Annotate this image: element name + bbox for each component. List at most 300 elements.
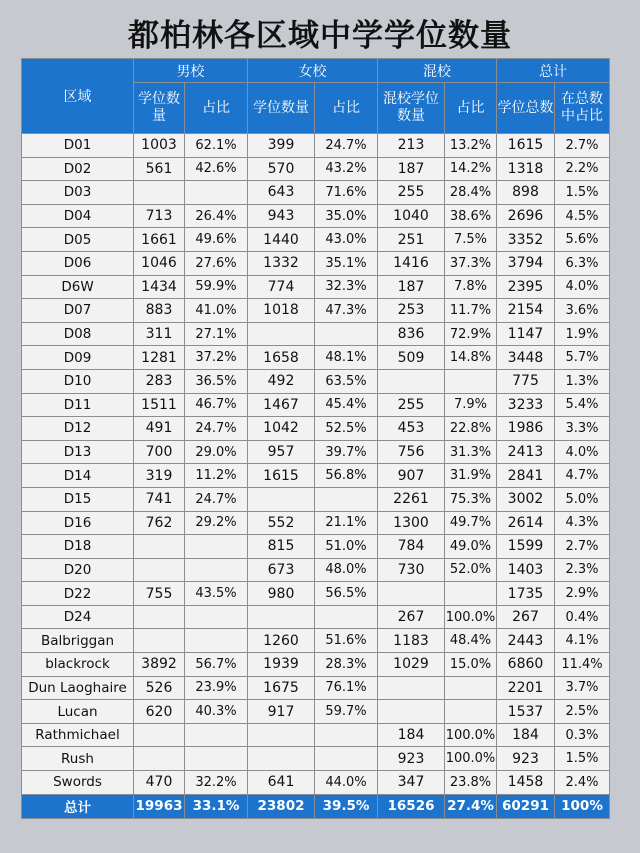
region-cell: D04 bbox=[22, 204, 134, 228]
percent-cell: 71.6% bbox=[315, 181, 378, 205]
percent-cell: 27.4% bbox=[445, 794, 497, 818]
percent-cell: 4.0% bbox=[555, 275, 610, 299]
table-row bbox=[22, 228, 610, 252]
header-region: 区域 bbox=[22, 59, 134, 134]
count-cell: 815 bbox=[248, 535, 315, 559]
percent-cell bbox=[315, 747, 378, 771]
region-cell: Dun Laoghaire bbox=[22, 676, 134, 700]
percent-cell: 2.4% bbox=[555, 771, 610, 795]
count-cell: 1281 bbox=[134, 346, 185, 370]
percent-cell: 6.3% bbox=[555, 251, 610, 275]
percent-cell: 56.7% bbox=[185, 653, 248, 677]
percent-cell: 1.5% bbox=[555, 747, 610, 771]
count-cell bbox=[134, 181, 185, 205]
percent-cell: 59.9% bbox=[185, 275, 248, 299]
count-cell: 775 bbox=[497, 369, 555, 393]
percent-cell: 59.7% bbox=[315, 700, 378, 724]
region-cell: D03 bbox=[22, 181, 134, 205]
table-body bbox=[22, 134, 610, 819]
count-cell: 957 bbox=[248, 440, 315, 464]
count-cell: 943 bbox=[248, 204, 315, 228]
percent-cell: 29.2% bbox=[185, 511, 248, 535]
count-cell: 453 bbox=[378, 417, 445, 441]
percent-cell: 46.7% bbox=[185, 393, 248, 417]
count-cell: 1467 bbox=[248, 393, 315, 417]
percent-cell: 4.5% bbox=[555, 204, 610, 228]
table-row bbox=[22, 582, 610, 606]
header-sub: 占比 bbox=[185, 83, 248, 134]
count-cell: 470 bbox=[134, 771, 185, 795]
region-cell: D14 bbox=[22, 464, 134, 488]
percent-cell: 56.5% bbox=[315, 582, 378, 606]
table-row bbox=[22, 605, 610, 629]
count-cell: 23802 bbox=[248, 794, 315, 818]
percent-cell: 33.1% bbox=[185, 794, 248, 818]
percent-cell: 41.0% bbox=[185, 299, 248, 323]
header-group-boys: 男校 bbox=[134, 59, 248, 83]
percent-cell: 27.6% bbox=[185, 251, 248, 275]
percent-cell: 11.2% bbox=[185, 464, 248, 488]
region-cell: D07 bbox=[22, 299, 134, 323]
percent-cell: 51.6% bbox=[315, 629, 378, 653]
count-cell: 762 bbox=[134, 511, 185, 535]
count-cell: 491 bbox=[134, 417, 185, 441]
count-cell bbox=[378, 676, 445, 700]
region-cell: D22 bbox=[22, 582, 134, 606]
percent-cell: 38.6% bbox=[445, 204, 497, 228]
count-cell bbox=[248, 605, 315, 629]
percent-cell bbox=[445, 369, 497, 393]
percent-cell bbox=[185, 535, 248, 559]
percent-cell: 63.5% bbox=[315, 369, 378, 393]
percent-cell: 32.2% bbox=[185, 771, 248, 795]
count-cell: 2201 bbox=[497, 676, 555, 700]
region-cell: D01 bbox=[22, 134, 134, 158]
percent-cell: 42.6% bbox=[185, 157, 248, 181]
percent-cell: 24.7% bbox=[315, 134, 378, 158]
percent-cell: 72.9% bbox=[445, 322, 497, 346]
count-cell bbox=[134, 629, 185, 653]
table-row bbox=[22, 440, 610, 464]
percent-cell: 28.3% bbox=[315, 653, 378, 677]
percent-cell: 62.1% bbox=[185, 134, 248, 158]
percent-cell: 0.3% bbox=[555, 723, 610, 747]
percent-cell: 4.0% bbox=[555, 440, 610, 464]
count-cell bbox=[134, 605, 185, 629]
percent-cell: 76.1% bbox=[315, 676, 378, 700]
percent-cell: 35.0% bbox=[315, 204, 378, 228]
count-cell: 1458 bbox=[497, 771, 555, 795]
percent-cell bbox=[185, 723, 248, 747]
count-cell: 1029 bbox=[378, 653, 445, 677]
count-cell: 1939 bbox=[248, 653, 315, 677]
count-cell: 1986 bbox=[497, 417, 555, 441]
count-cell: 561 bbox=[134, 157, 185, 181]
percent-cell: 23.8% bbox=[445, 771, 497, 795]
count-cell: 1018 bbox=[248, 299, 315, 323]
count-cell: 267 bbox=[497, 605, 555, 629]
table-row bbox=[22, 251, 610, 275]
percent-cell: 4.7% bbox=[555, 464, 610, 488]
header-sub: 在总数中占比 bbox=[555, 83, 610, 134]
region-cell: D12 bbox=[22, 417, 134, 441]
count-cell: 1511 bbox=[134, 393, 185, 417]
count-cell: 3794 bbox=[497, 251, 555, 275]
header-group-total: 总计 bbox=[497, 59, 610, 83]
table-row bbox=[22, 393, 610, 417]
percent-cell: 100.0% bbox=[445, 747, 497, 771]
region-cell: Rush bbox=[22, 747, 134, 771]
count-cell: 16526 bbox=[378, 794, 445, 818]
percent-cell bbox=[315, 322, 378, 346]
table-row bbox=[22, 204, 610, 228]
count-cell: 774 bbox=[248, 275, 315, 299]
count-cell bbox=[248, 723, 315, 747]
count-cell: 1042 bbox=[248, 417, 315, 441]
percent-cell: 48.4% bbox=[445, 629, 497, 653]
count-cell: 1300 bbox=[378, 511, 445, 535]
count-cell: 1416 bbox=[378, 251, 445, 275]
header-row-groups bbox=[22, 59, 610, 83]
percent-cell: 36.5% bbox=[185, 369, 248, 393]
table-row bbox=[22, 134, 610, 158]
percent-cell: 23.9% bbox=[185, 676, 248, 700]
count-cell: 1615 bbox=[497, 134, 555, 158]
count-cell bbox=[134, 535, 185, 559]
count-cell: 741 bbox=[134, 487, 185, 511]
table-row bbox=[22, 723, 610, 747]
percent-cell: 1.5% bbox=[555, 181, 610, 205]
region-cell: Rathmichael bbox=[22, 723, 134, 747]
percent-cell bbox=[185, 747, 248, 771]
percent-cell: 43.0% bbox=[315, 228, 378, 252]
table-row bbox=[22, 275, 610, 299]
count-cell: 2154 bbox=[497, 299, 555, 323]
percent-cell: 2.9% bbox=[555, 582, 610, 606]
count-cell: 19963 bbox=[134, 794, 185, 818]
percent-cell: 39.7% bbox=[315, 440, 378, 464]
count-cell: 784 bbox=[378, 535, 445, 559]
count-cell: 1046 bbox=[134, 251, 185, 275]
table-row bbox=[22, 747, 610, 771]
region-cell: D08 bbox=[22, 322, 134, 346]
count-cell: 347 bbox=[378, 771, 445, 795]
percent-cell: 100% bbox=[555, 794, 610, 818]
percent-cell: 39.5% bbox=[315, 794, 378, 818]
table-row bbox=[22, 558, 610, 582]
percent-cell: 2.2% bbox=[555, 157, 610, 181]
count-cell: 1537 bbox=[497, 700, 555, 724]
count-cell: 509 bbox=[378, 346, 445, 370]
percent-cell: 45.4% bbox=[315, 393, 378, 417]
count-cell: 255 bbox=[378, 393, 445, 417]
percent-cell: 37.3% bbox=[445, 251, 497, 275]
percent-cell: 100.0% bbox=[445, 723, 497, 747]
percent-cell: 49.7% bbox=[445, 511, 497, 535]
count-cell: 907 bbox=[378, 464, 445, 488]
percent-cell: 11.4% bbox=[555, 653, 610, 677]
percent-cell: 35.1% bbox=[315, 251, 378, 275]
percent-cell: 52.0% bbox=[445, 558, 497, 582]
count-cell: 1661 bbox=[134, 228, 185, 252]
count-cell: 399 bbox=[248, 134, 315, 158]
percent-cell: 4.1% bbox=[555, 629, 610, 653]
count-cell: 923 bbox=[378, 747, 445, 771]
count-cell: 2443 bbox=[497, 629, 555, 653]
count-cell: 755 bbox=[134, 582, 185, 606]
table-row bbox=[22, 157, 610, 181]
percent-cell: 26.4% bbox=[185, 204, 248, 228]
region-cell: 总计 bbox=[22, 794, 134, 818]
count-cell: 980 bbox=[248, 582, 315, 606]
percent-cell: 2.5% bbox=[555, 700, 610, 724]
percent-cell: 13.2% bbox=[445, 134, 497, 158]
percent-cell: 0.4% bbox=[555, 605, 610, 629]
count-cell: 2395 bbox=[497, 275, 555, 299]
count-cell: 836 bbox=[378, 322, 445, 346]
percent-cell bbox=[315, 487, 378, 511]
percent-cell bbox=[445, 676, 497, 700]
count-cell: 700 bbox=[134, 440, 185, 464]
count-cell: 6860 bbox=[497, 653, 555, 677]
count-cell: 730 bbox=[378, 558, 445, 582]
count-cell: 184 bbox=[378, 723, 445, 747]
count-cell: 713 bbox=[134, 204, 185, 228]
count-cell bbox=[248, 487, 315, 511]
count-cell: 1440 bbox=[248, 228, 315, 252]
count-cell: 3002 bbox=[497, 487, 555, 511]
page-title: 都柏林各区域中学学位数量 bbox=[128, 18, 512, 54]
count-cell: 311 bbox=[134, 322, 185, 346]
count-cell: 2841 bbox=[497, 464, 555, 488]
percent-cell: 14.8% bbox=[445, 346, 497, 370]
school-places-table bbox=[21, 58, 610, 819]
percent-cell: 43.2% bbox=[315, 157, 378, 181]
count-cell: 283 bbox=[134, 369, 185, 393]
percent-cell: 37.2% bbox=[185, 346, 248, 370]
count-cell bbox=[134, 723, 185, 747]
percent-cell: 48.1% bbox=[315, 346, 378, 370]
count-cell: 1183 bbox=[378, 629, 445, 653]
total-row bbox=[22, 794, 610, 818]
region-cell: D10 bbox=[22, 369, 134, 393]
region-cell: D11 bbox=[22, 393, 134, 417]
count-cell: 3892 bbox=[134, 653, 185, 677]
percent-cell: 11.7% bbox=[445, 299, 497, 323]
count-cell: 570 bbox=[248, 157, 315, 181]
count-cell: 2614 bbox=[497, 511, 555, 535]
percent-cell: 31.3% bbox=[445, 440, 497, 464]
count-cell: 3233 bbox=[497, 393, 555, 417]
header-sub: 混校学位数量 bbox=[378, 83, 445, 134]
count-cell: 1318 bbox=[497, 157, 555, 181]
count-cell: 883 bbox=[134, 299, 185, 323]
region-cell: D15 bbox=[22, 487, 134, 511]
count-cell: 60291 bbox=[497, 794, 555, 818]
table-row bbox=[22, 464, 610, 488]
table-row bbox=[22, 299, 610, 323]
table-row bbox=[22, 511, 610, 535]
count-cell: 1675 bbox=[248, 676, 315, 700]
count-cell: 1332 bbox=[248, 251, 315, 275]
percent-cell: 40.3% bbox=[185, 700, 248, 724]
percent-cell: 22.8% bbox=[445, 417, 497, 441]
region-cell: D24 bbox=[22, 605, 134, 629]
header-group-girls: 女校 bbox=[248, 59, 378, 83]
table-row bbox=[22, 653, 610, 677]
region-cell: D16 bbox=[22, 511, 134, 535]
region-cell: D13 bbox=[22, 440, 134, 464]
count-cell: 3448 bbox=[497, 346, 555, 370]
region-cell: Swords bbox=[22, 771, 134, 795]
percent-cell bbox=[185, 629, 248, 653]
percent-cell: 56.8% bbox=[315, 464, 378, 488]
count-cell: 187 bbox=[378, 275, 445, 299]
percent-cell: 4.3% bbox=[555, 511, 610, 535]
percent-cell: 24.7% bbox=[185, 487, 248, 511]
table-row bbox=[22, 369, 610, 393]
table-row bbox=[22, 181, 610, 205]
table-row bbox=[22, 700, 610, 724]
count-cell: 187 bbox=[378, 157, 445, 181]
percent-cell bbox=[315, 605, 378, 629]
header-sub: 占比 bbox=[315, 83, 378, 134]
percent-cell bbox=[185, 181, 248, 205]
percent-cell: 7.9% bbox=[445, 393, 497, 417]
count-cell: 643 bbox=[248, 181, 315, 205]
count-cell: 2413 bbox=[497, 440, 555, 464]
count-cell: 1147 bbox=[497, 322, 555, 346]
percent-cell: 29.0% bbox=[185, 440, 248, 464]
count-cell bbox=[248, 322, 315, 346]
percent-cell bbox=[445, 700, 497, 724]
count-cell bbox=[134, 558, 185, 582]
count-cell: 552 bbox=[248, 511, 315, 535]
count-cell: 756 bbox=[378, 440, 445, 464]
table-row bbox=[22, 629, 610, 653]
percent-cell: 7.8% bbox=[445, 275, 497, 299]
region-cell: D02 bbox=[22, 157, 134, 181]
count-cell: 184 bbox=[497, 723, 555, 747]
percent-cell: 5.6% bbox=[555, 228, 610, 252]
percent-cell: 31.9% bbox=[445, 464, 497, 488]
count-cell bbox=[378, 582, 445, 606]
percent-cell: 52.5% bbox=[315, 417, 378, 441]
table-row bbox=[22, 676, 610, 700]
percent-cell: 5.4% bbox=[555, 393, 610, 417]
percent-cell: 75.3% bbox=[445, 487, 497, 511]
percent-cell: 5.7% bbox=[555, 346, 610, 370]
percent-cell: 28.4% bbox=[445, 181, 497, 205]
count-cell: 255 bbox=[378, 181, 445, 205]
table-row bbox=[22, 322, 610, 346]
percent-cell: 14.2% bbox=[445, 157, 497, 181]
count-cell: 1260 bbox=[248, 629, 315, 653]
count-cell: 917 bbox=[248, 700, 315, 724]
count-cell: 923 bbox=[497, 747, 555, 771]
count-cell: 251 bbox=[378, 228, 445, 252]
count-cell bbox=[248, 747, 315, 771]
count-cell: 1003 bbox=[134, 134, 185, 158]
count-cell: 673 bbox=[248, 558, 315, 582]
percent-cell: 15.0% bbox=[445, 653, 497, 677]
percent-cell: 32.3% bbox=[315, 275, 378, 299]
count-cell bbox=[378, 700, 445, 724]
count-cell: 492 bbox=[248, 369, 315, 393]
count-cell bbox=[378, 369, 445, 393]
count-cell bbox=[134, 747, 185, 771]
percent-cell: 2.7% bbox=[555, 535, 610, 559]
percent-cell: 51.0% bbox=[315, 535, 378, 559]
percent-cell: 47.3% bbox=[315, 299, 378, 323]
count-cell: 620 bbox=[134, 700, 185, 724]
region-cell: blackrock bbox=[22, 653, 134, 677]
percent-cell: 49.0% bbox=[445, 535, 497, 559]
percent-cell: 5.0% bbox=[555, 487, 610, 511]
count-cell: 1040 bbox=[378, 204, 445, 228]
header-sub: 学位数量 bbox=[134, 83, 185, 134]
percent-cell: 44.0% bbox=[315, 771, 378, 795]
region-cell: D18 bbox=[22, 535, 134, 559]
percent-cell: 3.7% bbox=[555, 676, 610, 700]
count-cell: 1599 bbox=[497, 535, 555, 559]
count-cell: 319 bbox=[134, 464, 185, 488]
percent-cell bbox=[185, 605, 248, 629]
percent-cell bbox=[315, 723, 378, 747]
header-sub: 学位数量 bbox=[248, 83, 315, 134]
percent-cell: 100.0% bbox=[445, 605, 497, 629]
percent-cell: 3.3% bbox=[555, 417, 610, 441]
region-cell: D20 bbox=[22, 558, 134, 582]
count-cell: 2261 bbox=[378, 487, 445, 511]
region-cell: Balbriggan bbox=[22, 629, 134, 653]
percent-cell bbox=[185, 558, 248, 582]
header-sub: 占比 bbox=[445, 83, 497, 134]
count-cell: 213 bbox=[378, 134, 445, 158]
table-row bbox=[22, 487, 610, 511]
percent-cell: 2.3% bbox=[555, 558, 610, 582]
count-cell: 526 bbox=[134, 676, 185, 700]
percent-cell: 49.6% bbox=[185, 228, 248, 252]
percent-cell: 48.0% bbox=[315, 558, 378, 582]
count-cell: 898 bbox=[497, 181, 555, 205]
count-cell: 2696 bbox=[497, 204, 555, 228]
percent-cell: 1.3% bbox=[555, 369, 610, 393]
region-cell: D05 bbox=[22, 228, 134, 252]
count-cell: 1434 bbox=[134, 275, 185, 299]
count-cell: 253 bbox=[378, 299, 445, 323]
region-cell: D09 bbox=[22, 346, 134, 370]
percent-cell: 1.9% bbox=[555, 322, 610, 346]
region-cell: Lucan bbox=[22, 700, 134, 724]
table-row bbox=[22, 346, 610, 370]
table-row bbox=[22, 417, 610, 441]
region-cell: D6W bbox=[22, 275, 134, 299]
percent-cell: 21.1% bbox=[315, 511, 378, 535]
count-cell: 1735 bbox=[497, 582, 555, 606]
percent-cell: 2.7% bbox=[555, 134, 610, 158]
percent-cell: 7.5% bbox=[445, 228, 497, 252]
table-row bbox=[22, 771, 610, 795]
count-cell: 1658 bbox=[248, 346, 315, 370]
count-cell: 3352 bbox=[497, 228, 555, 252]
header-sub: 学位总数 bbox=[497, 83, 555, 134]
percent-cell: 27.1% bbox=[185, 322, 248, 346]
percent-cell: 3.6% bbox=[555, 299, 610, 323]
count-cell: 641 bbox=[248, 771, 315, 795]
percent-cell: 43.5% bbox=[185, 582, 248, 606]
header-group-mixed: 混校 bbox=[378, 59, 497, 83]
